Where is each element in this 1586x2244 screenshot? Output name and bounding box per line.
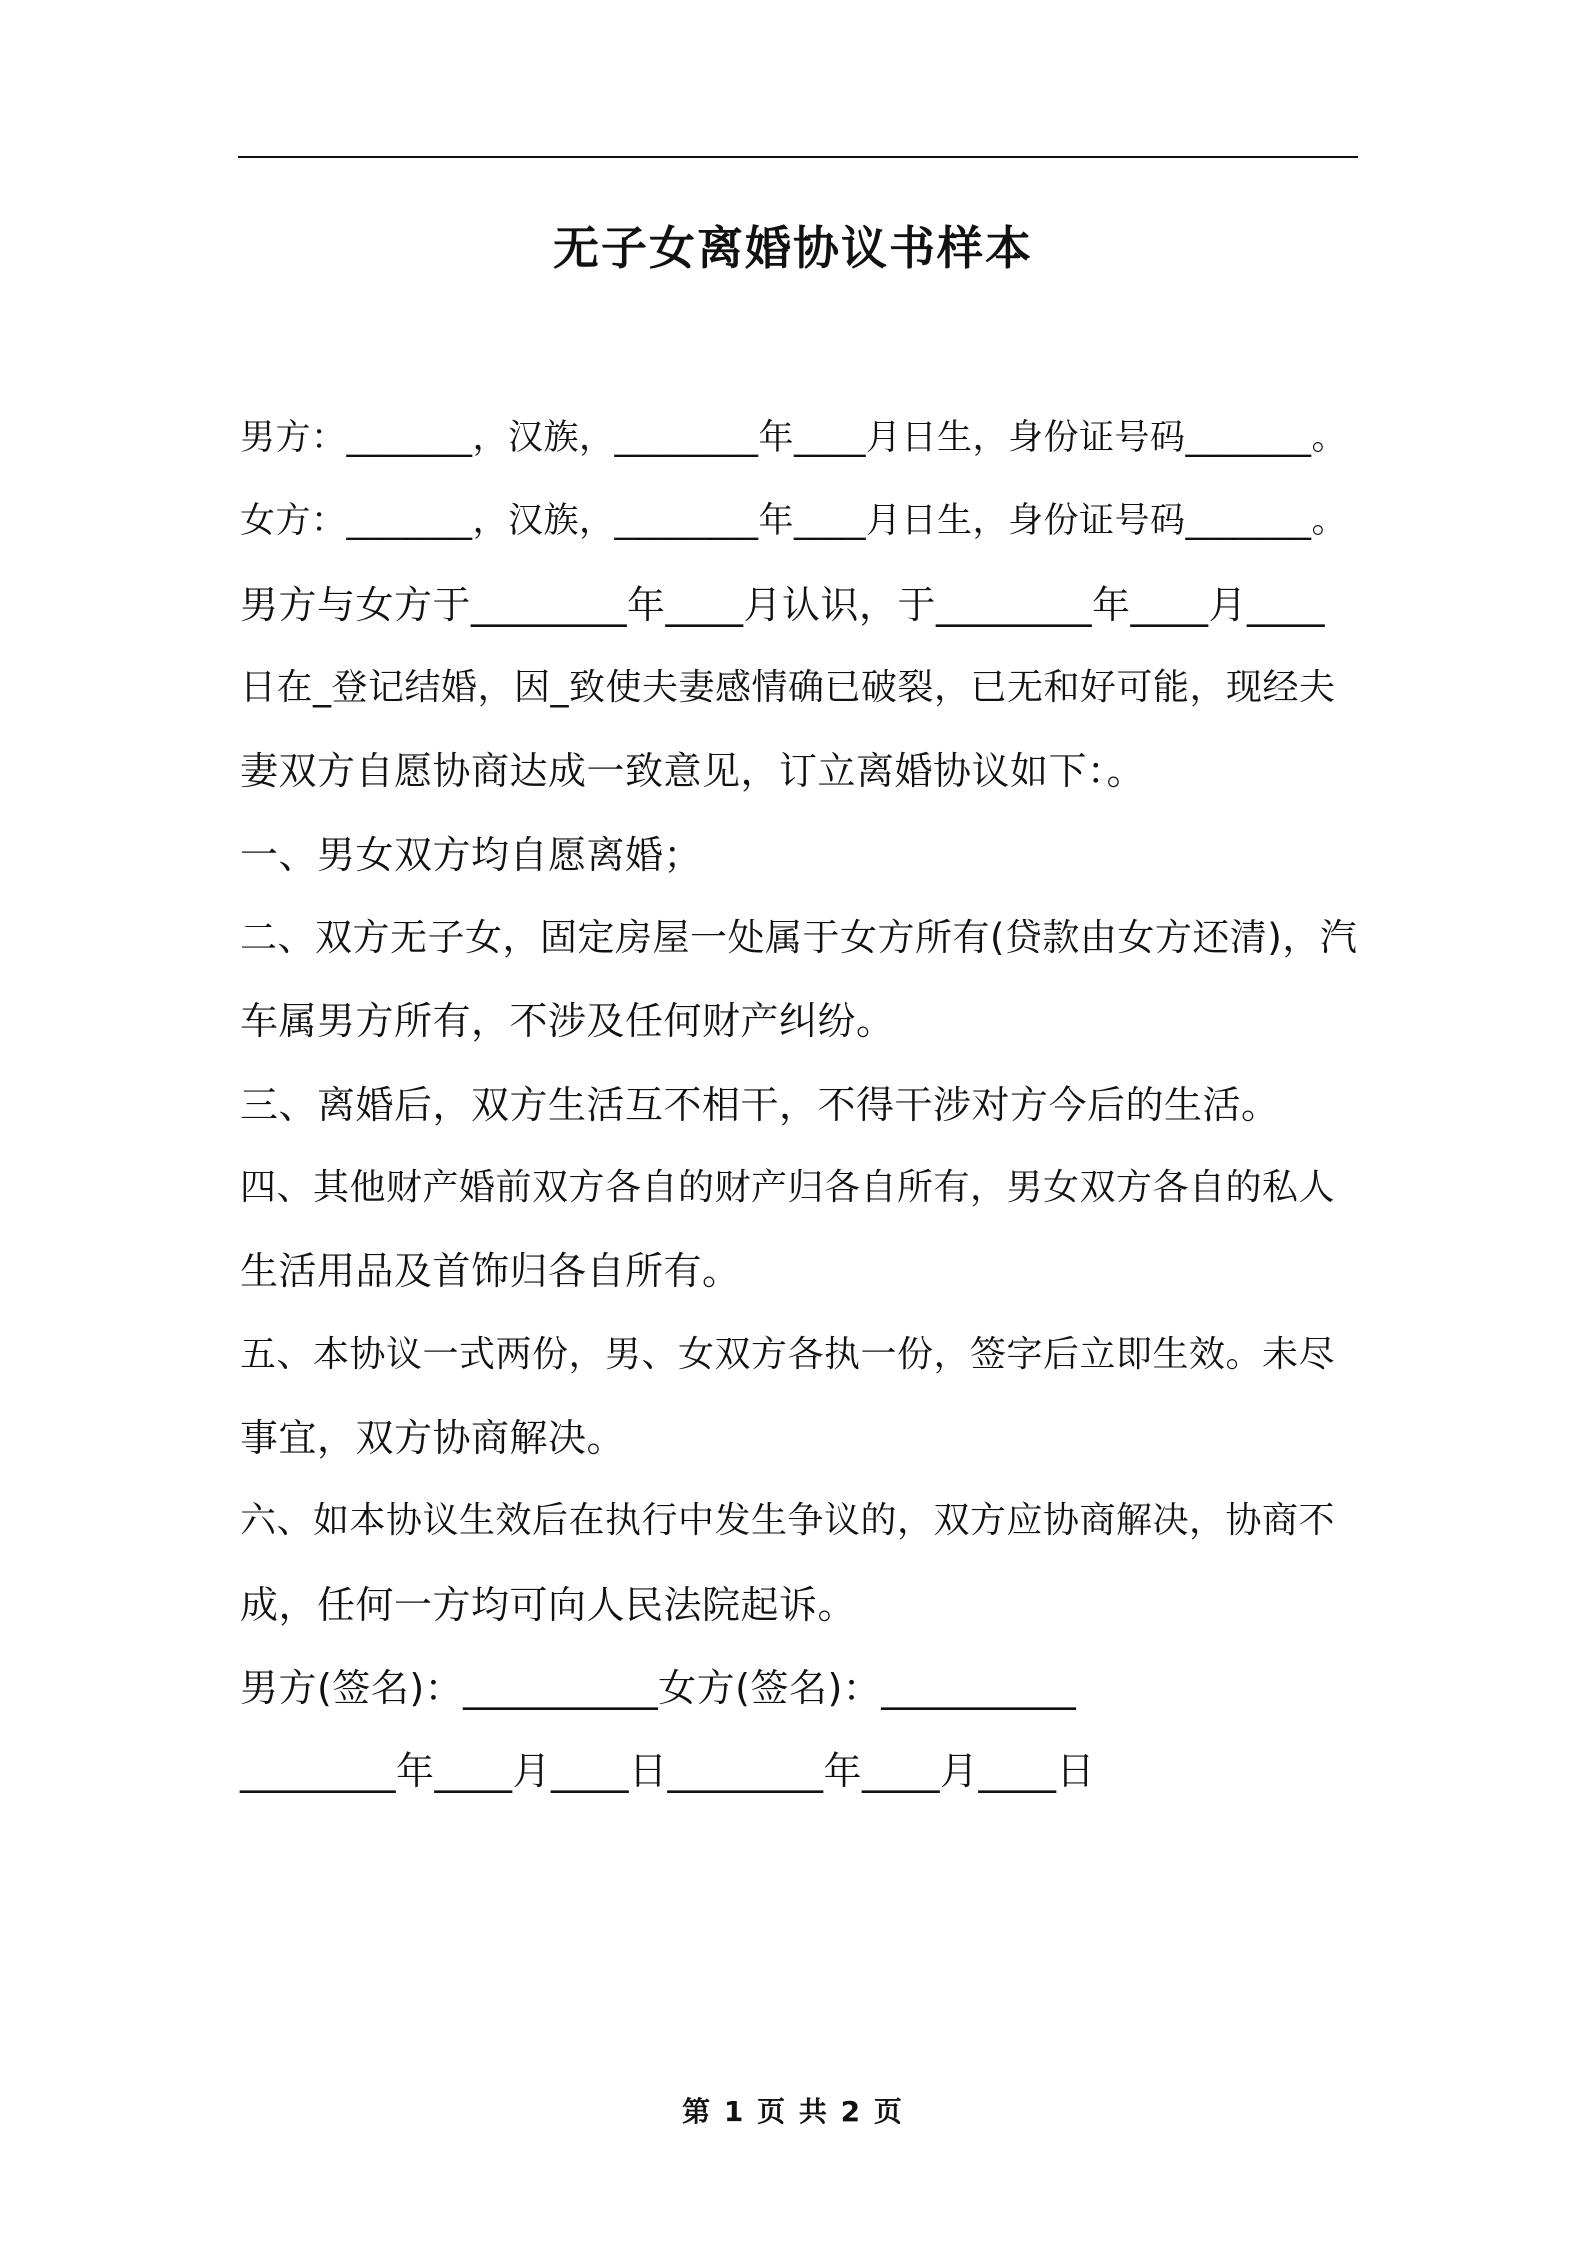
male-party-info-line: 男方：_______，汉族，________年____月日生，身份证号码_______。 [240,418,1348,458]
clause-1-line: 一、男女双方均自愿离婚； [240,833,703,877]
clause-4-line-1: 四、其他财产婚前双方各自的财产归各自所有，男女双方各自的私人 [240,1167,1336,1208]
marriage-statement-line-1: 男方与女方于________年____月认识，于________年____月____ [240,583,1326,627]
female-party-info-line: 女方：_______，汉族，________年____月日生，身份证号码_______。 [240,501,1348,541]
clause-3-line: 三、离婚后，双方生活互不相干，不得干涉对方今后的生活。 [240,1083,1280,1127]
header-rule [238,156,1358,158]
clause-2-line-1: 二、双方无子女，固定房屋一处属于女方所有(贷款由女方还清)，汽 [240,916,1358,959]
marriage-statement-line-3: 妻双方自愿协商达成一致意见，订立离婚协议如下：。 [240,749,1146,793]
page-indicator: 第 1 页 共 2 页 [682,2095,904,2128]
clause-6-line-2: 成，任何一方均可向人民法院起诉。 [240,1583,857,1627]
clause-4-line-2: 生活用品及首饰归各自所有。 [240,1249,741,1293]
clause-5-line-1: 五、本协议一式两份，男、女双方各执一份，签字后立即生效。未尽 [240,1334,1336,1375]
clause-2-line-2: 车属男方所有，不涉及任何财产纠纷。 [240,999,895,1043]
clause-6-line-1: 六、如本协议生效后在执行中发生争议的，双方应协商解决，协商不 [240,1500,1336,1541]
document-title: 无子女离婚协议书样本 [553,221,1033,275]
signature-line: 男方(签名)：__________女方(签名)：__________ [240,1666,1077,1710]
signature-date-line: ________年____月____日________年____月____日 [240,1749,1096,1793]
marriage-statement-line-2: 日在_登记结婚，因_致使夫妻感情确已破裂，已无和好可能，现经夫 [240,667,1336,708]
clause-5-line-2: 事宜，双方协商解决。 [240,1416,626,1460]
